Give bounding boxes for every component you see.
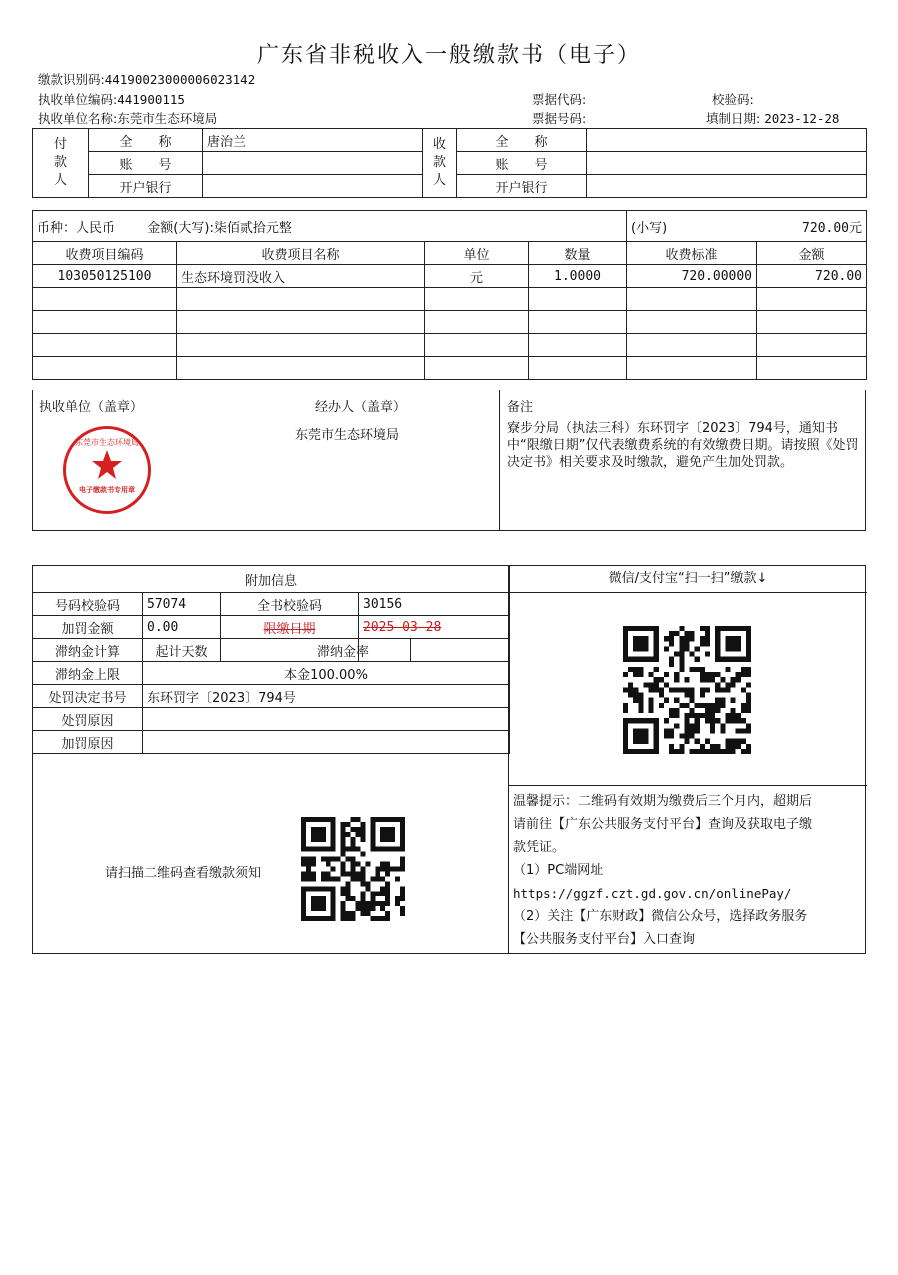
payer-name-label: 全 称 <box>89 129 203 152</box>
official-stamp <box>63 426 151 514</box>
item-std: 720.00000 <box>627 265 757 288</box>
items-table <box>32 210 867 380</box>
currency-text: 币种：人民币 <box>37 220 116 236</box>
tip-line: （2）关注【广东财政】微信公众号，选择政务服务 <box>513 909 808 924</box>
stamp-bottom: 电子缴款书专用章 <box>79 486 135 494</box>
cell <box>757 288 867 311</box>
unit-name-label: 执收单位名称: <box>38 111 118 126</box>
late-cap-label: 滞纳金上限 <box>33 662 143 685</box>
decision-no-label: 处罚决定书号 <box>33 685 143 708</box>
payment-id-line <box>38 70 255 88</box>
item-name: 生态环境罚没收入 <box>177 265 425 288</box>
handler-name: 东莞市生态环境局 <box>295 428 400 443</box>
payment-id-label: 缴款识别码: <box>38 72 105 87</box>
pay-title: 微信/支付宝“扫一扫”缴款↓ <box>509 566 867 593</box>
reason-label: 处罚原因 <box>33 708 143 731</box>
cell <box>177 311 425 334</box>
cell <box>529 311 627 334</box>
deadline-label: 限缴日期 <box>221 616 359 639</box>
pay-divider <box>509 785 867 786</box>
tip-url[interactable]: https://ggzf.czt.gd.gov.cn/onlinePay/ <box>513 886 792 901</box>
cell <box>529 334 627 357</box>
item-unit: 元 <box>425 265 529 288</box>
amount-lower: 720.00元 <box>802 220 863 236</box>
item-amount: 720.00 <box>757 265 867 288</box>
check-code-label: 校验码: <box>712 92 754 107</box>
cell <box>177 288 425 311</box>
cell <box>529 288 627 311</box>
payer-payee-table <box>32 128 867 198</box>
col-header: 金额 <box>757 242 867 265</box>
col-header: 收费标准 <box>627 242 757 265</box>
tip-line: 温馨提示：二维码有效期为缴费后三个月内，超期后 <box>513 794 813 809</box>
cell <box>425 311 529 334</box>
cell <box>529 357 627 380</box>
cell <box>33 311 177 334</box>
tip-line: （1）PC端网址 <box>513 863 604 878</box>
cell <box>757 311 867 334</box>
penalty-amount: 0.00 <box>143 616 221 639</box>
num-check-label: 号码校验码 <box>33 593 143 616</box>
amount-upper: 金额(大写):柒佰贰拾元整 <box>147 220 292 236</box>
scan-notice: 请扫描二维码查看缴款须知 <box>105 866 262 881</box>
payee-name-label: 全 称 <box>457 129 587 152</box>
stamp-text: 东莞市生态环境局 <box>75 438 139 447</box>
extra-section <box>32 565 866 954</box>
qr-code-icon[interactable] <box>301 817 405 921</box>
col-header: 收费项目名称 <box>177 242 425 265</box>
book-check: 30156 <box>359 593 510 616</box>
ticket-code-label: 票据代码: <box>532 92 587 107</box>
fill-date-line <box>706 109 839 127</box>
penalty-amount-label: 加罚金额 <box>33 616 143 639</box>
amount-cell <box>33 211 627 242</box>
unit-code-line <box>38 90 185 108</box>
unit-stamp-label: 执收单位（盖章） <box>39 400 144 415</box>
table-row <box>33 288 867 311</box>
late-calc-label: 滞纳金计算 <box>33 639 143 662</box>
start-days-label: 起计天数 <box>143 639 221 662</box>
tip-line: 【公共服务支付平台】入口查询 <box>513 932 696 947</box>
cell <box>33 357 177 380</box>
payer-name: 唐治兰 <box>203 129 423 152</box>
col-header: 单位 <box>425 242 529 265</box>
payee-bank <box>587 175 867 198</box>
fill-date: 2023-12-28 <box>764 111 840 126</box>
deadline: 2025-03-28 <box>359 616 510 639</box>
payer-bank-label: 开户银行 <box>89 175 203 198</box>
extra-reason-label: 加罚原因 <box>33 731 143 754</box>
payer-side-label: 付款人 <box>33 129 89 198</box>
payer-account <box>203 152 423 175</box>
amount-lower-label: (小写) <box>631 220 668 236</box>
table-row <box>33 265 867 288</box>
num-check: 57074 <box>143 593 221 616</box>
cell <box>177 334 425 357</box>
col-header: 数量 <box>529 242 627 265</box>
extra-reason <box>143 731 510 754</box>
unit-code: 441900115 <box>117 92 185 107</box>
item-qty: 1.0000 <box>529 265 627 288</box>
payee-bank-label: 开户银行 <box>457 175 587 198</box>
remark-label: 备注 <box>507 400 534 415</box>
cell <box>33 334 177 357</box>
late-rate-label: 滞纳金率 <box>359 639 411 662</box>
qr-code-icon[interactable] <box>623 626 751 754</box>
item-code: 103050125100 <box>33 265 177 288</box>
cell <box>425 357 529 380</box>
cell <box>425 288 529 311</box>
cell <box>627 311 757 334</box>
extra-title: 附加信息 <box>33 566 510 593</box>
reason <box>143 708 510 731</box>
ticket-no-line <box>532 109 586 127</box>
payee-account <box>587 152 867 175</box>
table-row <box>33 357 867 380</box>
cell <box>627 357 757 380</box>
cell <box>627 288 757 311</box>
payment-id: 441900230000060231​42 <box>104 72 256 87</box>
payee-name <box>587 129 867 152</box>
table-row <box>33 311 867 334</box>
tip-line: 请前往【广东公共服务支付平台】查询及获取电子缴 <box>513 817 813 832</box>
payer-account-label: 账 号 <box>89 152 203 175</box>
ticket-no-label: 票据号码: <box>532 111 587 126</box>
unit-name: 东莞市生态环境局 <box>117 111 218 126</box>
payee-account-label: 账 号 <box>457 152 587 175</box>
handler-label: 经办人（盖章） <box>315 400 407 415</box>
cell <box>177 357 425 380</box>
signoff-divider <box>499 390 500 530</box>
decision-no: 东环罚字〔2023〕794号 <box>143 685 510 708</box>
payee-side-label: 收款人 <box>423 129 457 198</box>
extra-table <box>32 565 510 754</box>
cell <box>757 357 867 380</box>
signoff-section <box>32 390 866 531</box>
col-header: 收费项目编码 <box>33 242 177 265</box>
table-row <box>33 334 867 357</box>
cell <box>425 334 529 357</box>
fill-date-label: 填制日期: <box>706 111 761 126</box>
ticket-code-line <box>532 90 586 108</box>
late-cap: 本金100.00% <box>143 662 510 685</box>
cell <box>33 288 177 311</box>
page-title: 广东省非税收入一般缴款书（电子） <box>256 43 641 68</box>
pay-tips <box>513 790 863 951</box>
cell <box>757 334 867 357</box>
unit-code-label: 执收单位编码: <box>38 92 118 107</box>
payer-bank <box>203 175 423 198</box>
amount-lower-cell <box>627 211 867 242</box>
remark-text: 寮步分局（执法三科）东环罚字〔2023〕794号，通知书中“限缴日期”仅代表缴费系统的有效缴费日期。请按照《处罚决定书》相关要求及时缴款，避免产生加处罚款。 <box>507 421 859 470</box>
check-code-line <box>712 90 754 108</box>
unit-name-line <box>38 109 217 127</box>
tip-line: 款凭证。 <box>513 840 566 855</box>
star-icon <box>91 449 123 481</box>
book-check-label: 全书校验码 <box>221 593 359 616</box>
cell <box>627 334 757 357</box>
late-rate <box>411 639 510 662</box>
